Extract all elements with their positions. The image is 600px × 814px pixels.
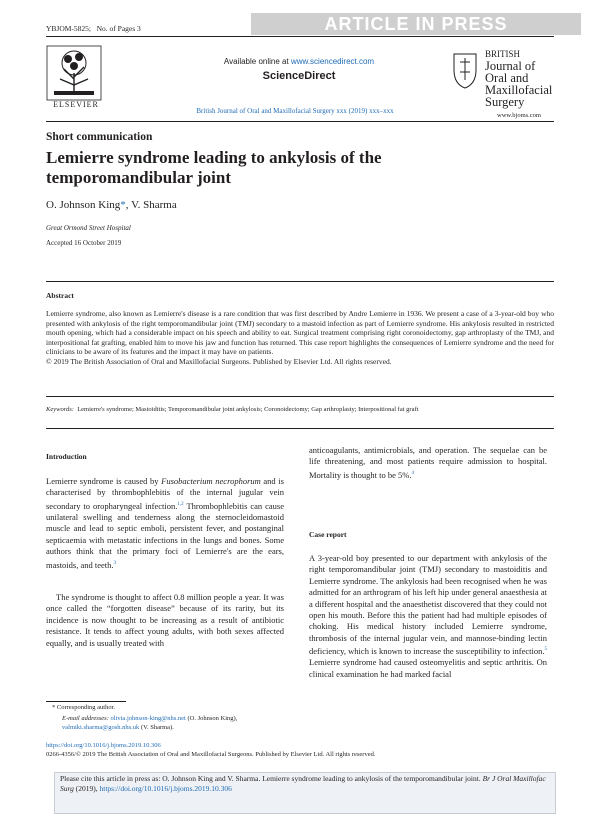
citation-doi-link[interactable]: https://doi.org/10.1016/j.bjoms.2019.10.306 [99,784,232,793]
header-rule-bottom [46,121,554,122]
email-link-2[interactable]: valmiki.sharma@gosh.nhs.uk [62,724,140,731]
journal-line[interactable]: British Journal of Oral and Maxillofacial Surgery xxx (2019) xxx–xxx [196,107,394,115]
abstract-rule-mid [46,396,554,397]
elsevier-tree-logo [46,45,102,101]
reference-1-2[interactable]: 1,2 [177,501,184,507]
affiliation: Great Ormond Street Hospital [46,224,131,232]
abstract-rule-top [46,281,554,282]
accepted-date: Accepted 16 October 2019 [46,239,122,247]
abstract-rule-bottom [46,428,554,429]
reference-5[interactable]: 5 [544,647,547,653]
keywords: Keywords: Lemierre's syndrome; Mastoiditis; Temporomandibular joint ankylosis; Coronoidectomy; Gap arthroplasty; Interpositional fat graft [46,406,419,413]
sciencedirect-link[interactable]: www.sciencedirect.com [290,57,375,66]
introduction-paragraph-2-cont: anticoagulants, antimicrobials, and operation. The sequelae can be life threatening, and most patients require admission to hospital. Mortality is thought to be 5%.$^4$ [309,445,547,480]
citation-text: Please cite this article in press as: O. Johnson King and V. Sharma. Lemierre syndrome leading to ankylosis of the temporomandibular joint. Br J Oral Maxillofac Surg (2019), https://doi.org/10.1016/j.bjoms.2019.10.306 [60,774,546,793]
header-rule [46,36,554,37]
authors: O. Johnson King*, V. Sharma [46,199,177,211]
reference-4[interactable]: 4 [411,470,414,476]
bjoms-crest-icon [450,50,480,90]
email-addresses: E-mail addresses: olivia.johnson-king@nhs.net (O. Johnson King), valmiki.sharma@gosh.nhs.uk (V. Sharma). [62,715,238,731]
reference-3[interactable]: 3 [113,560,117,566]
doi-link[interactable]: https://doi.org/10.1016/j.bjoms.2019.10.306 [46,742,161,749]
sciencedirect-wordmark: ScienceDirect [262,70,336,82]
publisher-name: ELSEVIER [53,100,99,109]
introduction-paragraph-1: Lemierre syndrome is caused by Fusobacterium necrophorum and is characterised by thrombophlebitis of the internal jugular vein secondary to oropharyngeal infection.$^{1,2}$ Thrombophlebitis can cause unilateral swelling and tenderness along the sternocleidomastoid muscle and lead to septic emboli, persistent fever, and postanginal septicaemia with metastatic infections in the lungs and bones. Some authors think that the primary foci of Lemierre's are the ears, mastoids, and teeth.$^3$ [46,476,284,570]
email-link-1[interactable]: olivia.johnson-king@nhs.net [110,715,186,722]
article-in-press-banner: ARTICLE IN PRESS [251,13,581,35]
abstract-body: Lemierre syndrome, also known as Lemierre's disease is a rare condition that was first described by Andre Lemierre in 1936. We present a case of a 3-year-old boy who presented with ankylosis of the right temporomandibular joint (TMJ) secondary to a mastoid infection as part of Lemierre syndrome. His ankylosis resulted in restricted mouth opening, which had a considerable impact on his speech and ability to eat. Surgical treatment comprising right coronoidectomy, gap arthroplasty of the TMJ, and interpositional fat grafting, enabled him to move his jaw and function has returned. This case report highlights the consequences of Lemierre syndrome and the need for clinicians to be aware of its features and the impact it may have on patients. © 2019 The British Association of Oral and Maxillofacial Surgeons. Published by Elsevier Ltd. All rights reserved. [46,309,554,366]
corresponding-author-mark[interactable]: * [120,199,126,211]
case-report-heading: Case report [309,530,347,539]
introduction-heading: Introduction [46,452,87,461]
introduction-paragraph-2: The syndrome is thought to affect 0.8 million people a year. It was once called the “forgotten disease” because of its rarity, but its incidence is now thought to be increasing as a result of antibiotic resistance. It tends to affect young adults, with both sexes affected equally, and is usually treated with [46,592,284,648]
section-label: Short communication [46,131,153,143]
journal-url: www.bjoms.com [497,112,541,119]
article-title: Lemierre syndrome leading to ankylosis of the temporomandibular joint [46,148,382,187]
abstract-heading: Abstract [46,291,74,300]
case-report-paragraph: A 3-year-old boy presented to our department with ankylosis of the right temporomandibular joint (TMJ) secondary to mastoiditis and Lemierre syndrome. The ankylosis had been recognised when he was admitted for an arthrogram of his left hip under general anaesthesia at a different hospital and the anaesthetist discovered that they could not open his mouth. Before this the patient had had multiple episodes of choking. His medical history included Lemierre syndrome, thrombosis of the internal jugular vein, and mannose-binding lectin deficiency, which is known to increase the susceptibility to infection.$^5$ Lemierre syndrome had caused osteomyelitis and septic arthritis. On clinical examination he had marked facial [309,553,547,679]
corresponding-author-note: * Corresponding author. [52,704,116,711]
issn-copyright: 0266-4356/© 2019 The British Association of Oral and Maxillofacial Surgeons. Published by Elsevier Ltd. All rights reserved. [46,751,376,758]
available-online: Available online at www.sciencedirect.com [223,57,375,66]
footnote-rule [46,701,126,702]
journal-code: YBJOM-5825; No. of Pages 3 [46,24,141,33]
journal-logo-text: BRITISH Journal of Oral and Maxillofacial Surgery [485,49,553,109]
